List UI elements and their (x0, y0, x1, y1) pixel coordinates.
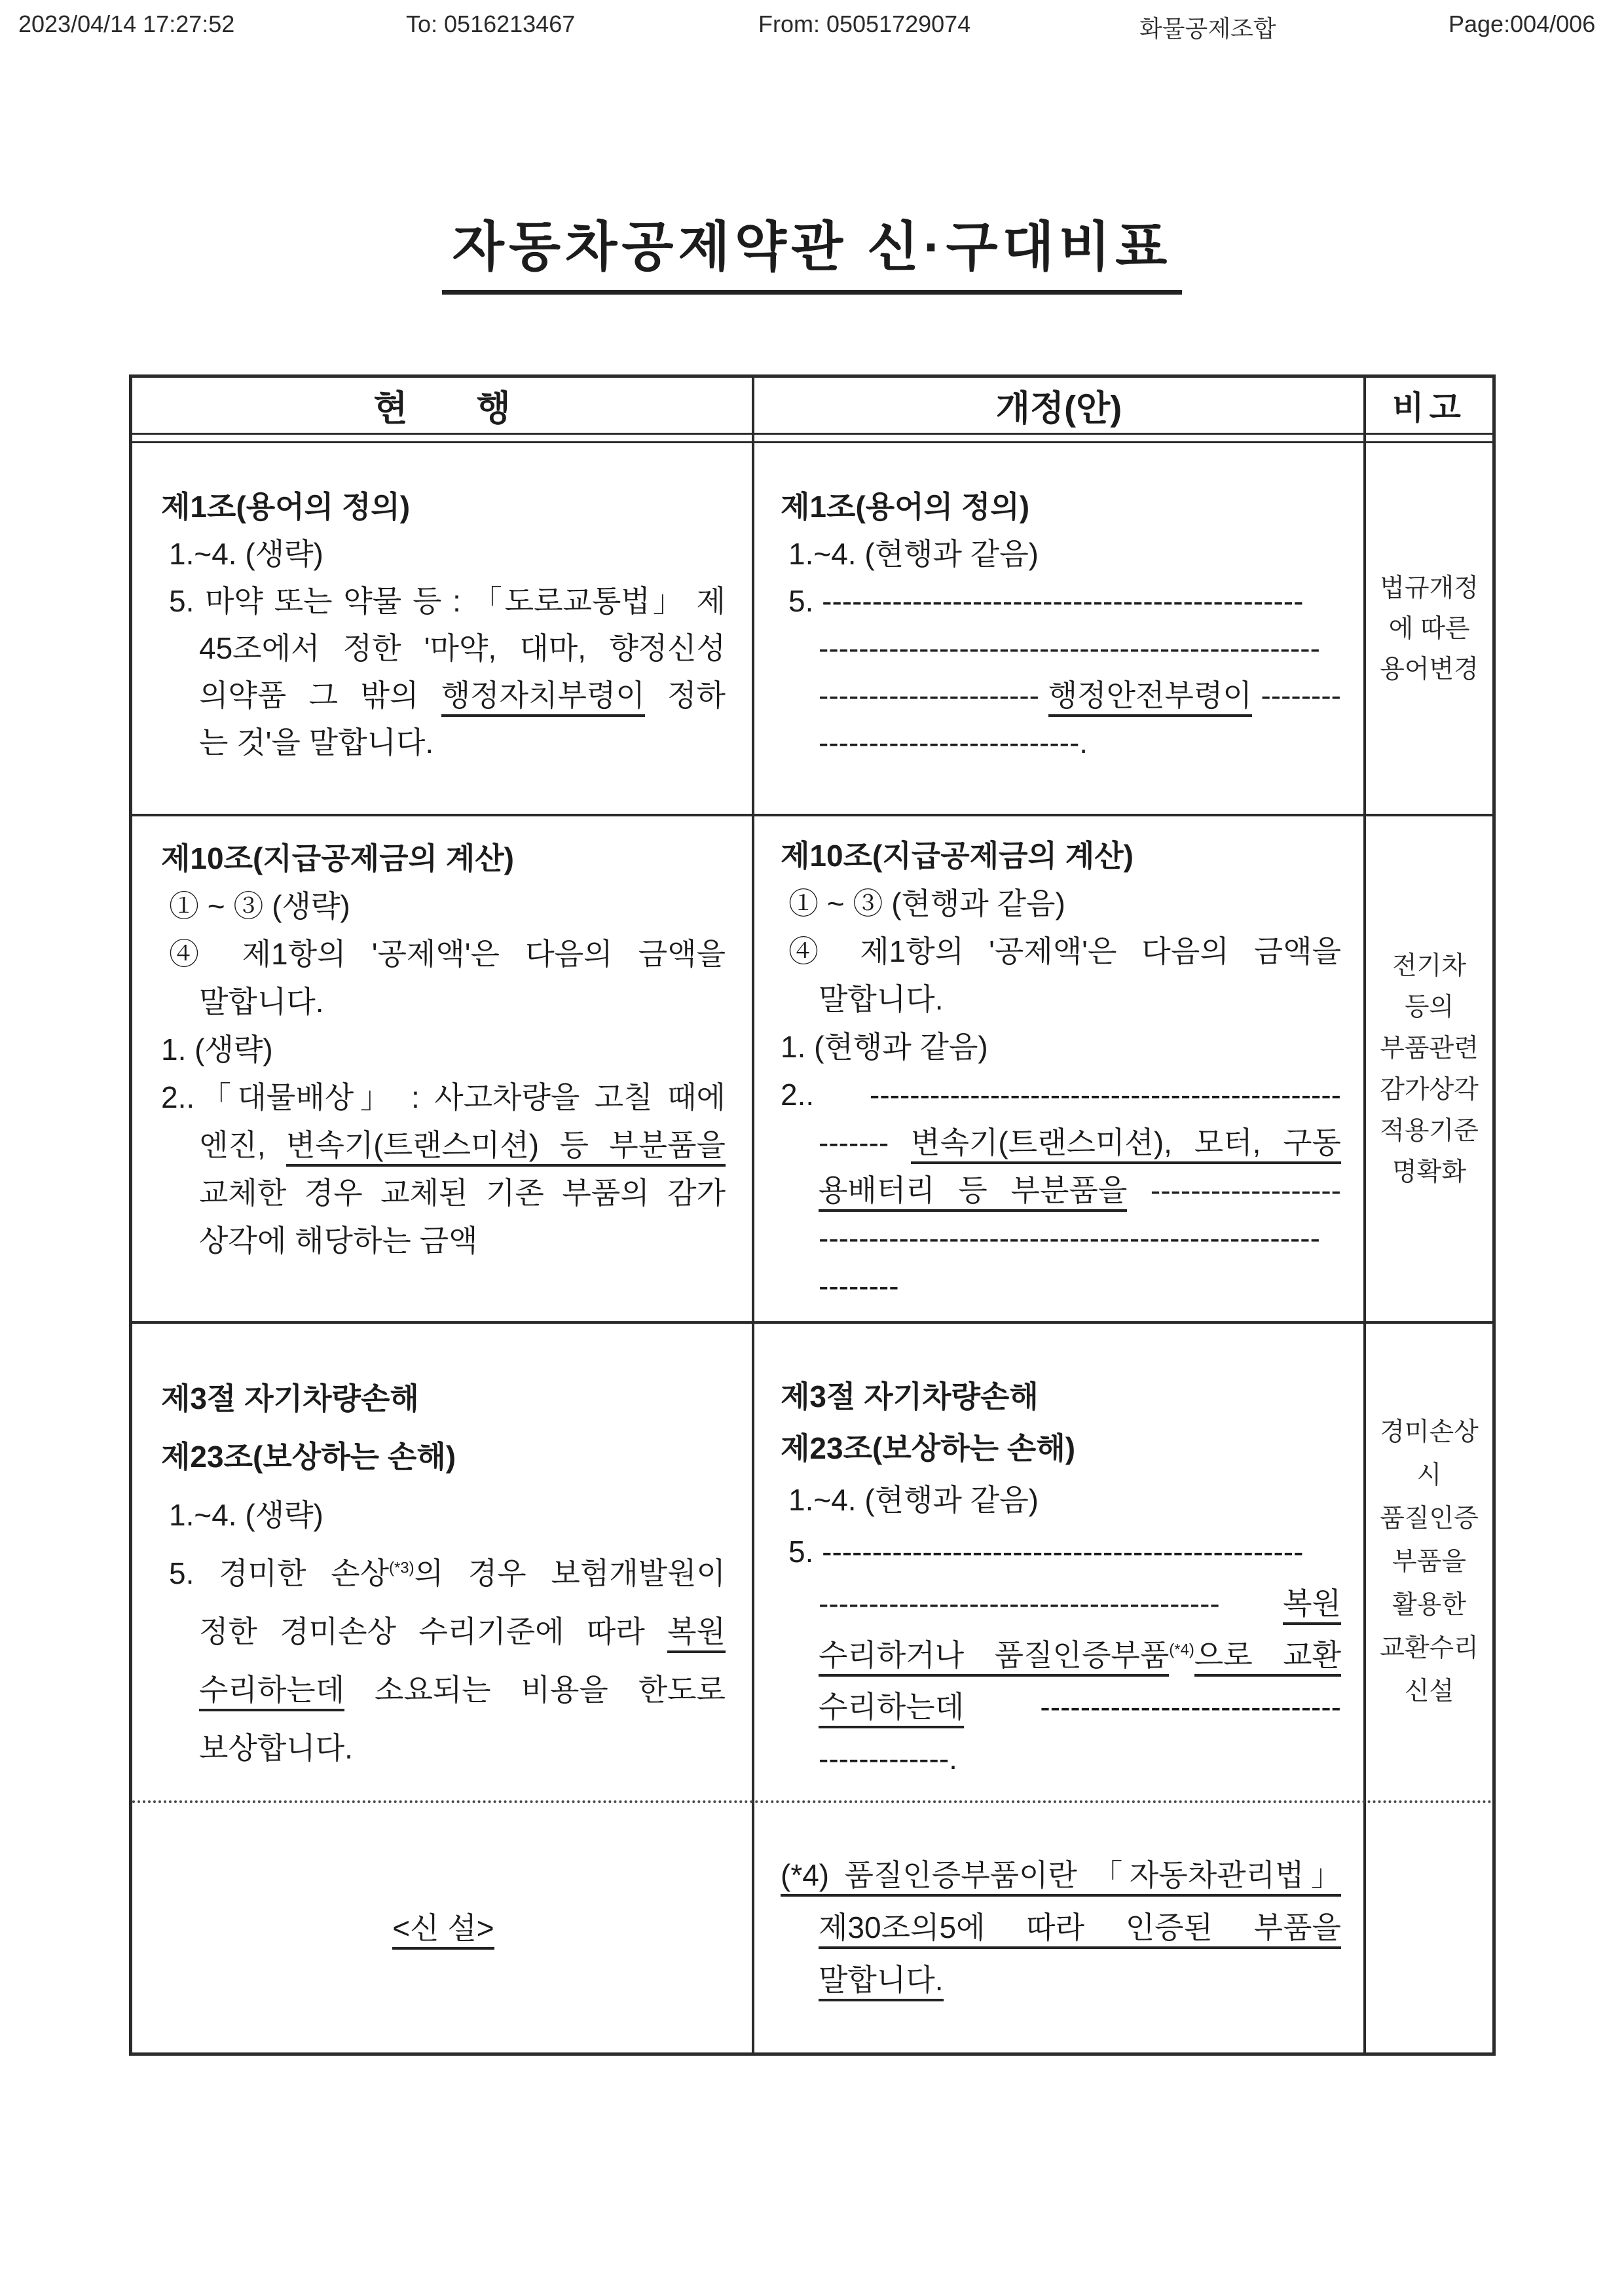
text-line: 는 것'을 말합니다. (199, 725, 434, 759)
fax-station-name: 화물공제조합 (1139, 15, 1276, 42)
text-line: 45조에서 정한 '마약, 대마, 향정신성 (199, 631, 726, 665)
text-line: 신설 (1404, 1677, 1454, 1705)
text-line: ------- 변속기(트랜스미션), 모터, 구동 (781, 1119, 1341, 1167)
header-rule-top (132, 433, 1492, 435)
col-header-remark: 비고 (1392, 390, 1466, 426)
text-line: 1. (생략) (161, 1032, 273, 1066)
page-title: 자동차공제약관 신·구대비표 (442, 204, 1183, 295)
text-line: 제3절 자기차량손해 (781, 1379, 1039, 1413)
text-line: 5. 경미한 손상$^{(*3)}$의 경우 보험개발원이 (169, 1556, 726, 1590)
text-line: 엔진, 변속기(트랜스미션) 등 부분품을 (161, 1121, 726, 1169)
comparison-table (129, 374, 1496, 2056)
text-line: 명확화 (1392, 1157, 1467, 1186)
text-line: ① ~ ③ (현행과 같음) (788, 886, 1065, 920)
text-line: 시 (1416, 1461, 1442, 1489)
text-line: 1.~4. (현행과 같음) (788, 537, 1039, 571)
row4-revised-cell (754, 1803, 1363, 2052)
fax-datetime: 2023/04/14 17:27:52 (18, 10, 235, 37)
text-line: 제3절 자기차량손해 (161, 1381, 419, 1415)
text-line: 제23조(보상하는 손해) (781, 1431, 1076, 1465)
text-line: 제10조(지급공제금의 계산) (781, 839, 1134, 873)
text-line: 제1조(용어의 정의) (781, 490, 1030, 524)
header-rule-bottom (132, 441, 1492, 443)
row3-current-cell (132, 1324, 752, 1800)
text-line: -------------------------------------------------- (819, 631, 1320, 665)
text-line: 경미손상 (1380, 1418, 1479, 1446)
col-header-revised: 개정(안) (995, 388, 1122, 428)
text-line: ① ~ ③ (생략) (169, 889, 350, 923)
text-line: 용어변경 (1380, 655, 1479, 683)
text-line: <신 설> (392, 1902, 494, 1954)
text-line: 말합니다. (781, 1954, 1341, 2006)
text-line: ---------------------- 행정안전부령이 -------- (781, 672, 1341, 719)
row3-remark-cell (1366, 1324, 1492, 1800)
text-line: 부품관련 (1380, 1034, 1479, 1063)
text-line: 감가상각 (1380, 1075, 1479, 1104)
text-line: 제23조(보상하는 손해) (161, 1440, 456, 1474)
fax-to-number: To: 0516213467 (406, 10, 576, 37)
text-line: 1. (현행과 같음) (781, 1030, 988, 1064)
text-line: 전기차 (1392, 951, 1467, 980)
text-line: 보상합니다. (199, 1731, 353, 1765)
col-header-current: 현 행 (373, 388, 511, 428)
text-line: 교체한 경우 교체된 기존 부품의 감가 (199, 1176, 726, 1210)
text-line: 법규개정 (1380, 574, 1479, 602)
text-line: 1.~4. (생략) (169, 537, 323, 571)
text-line: 제1조(용어의 정의) (161, 490, 411, 524)
text-line: -------------------------------------------------- (819, 1221, 1320, 1255)
text-line: 정한 경미손상 수리기준에 따라 복원 (161, 1603, 726, 1661)
row3-revised-cell (754, 1324, 1363, 1800)
fax-meta-header (0, 5, 1624, 45)
text-line: 용배터리 등 부분품을 ------------------- (781, 1167, 1341, 1214)
text-line: 적용기준 (1380, 1116, 1479, 1145)
text-line: 에 따른 (1388, 614, 1470, 643)
text-line: 제30조의5에 따라 인증된 부품을 (781, 1901, 1341, 1954)
text-line: 말합니다. (199, 985, 324, 1019)
row1-revised-cell (754, 444, 1363, 814)
text-line: ---------------------------------------- 복원 (781, 1578, 1341, 1630)
fax-page-counter: Page:004/006 (1449, 10, 1596, 37)
text-line: 등의 (1404, 993, 1454, 1021)
text-line: 품질인증 (1380, 1504, 1479, 1533)
text-line: -------- (819, 1269, 899, 1303)
row2-current-cell (132, 816, 752, 1321)
text-line: 5. ------------------------------------------------ (788, 584, 1304, 618)
text-line: 제10조(지급공제금의 계산) (161, 841, 514, 875)
row2-remark-cell (1366, 816, 1492, 1321)
text-line: ④ 제1항의 '공제액'은 다음의 금액을 (788, 934, 1341, 968)
text-line: 1.~4. (현행과 같음) (788, 1483, 1039, 1517)
text-line: --------------------------. (819, 725, 1088, 759)
text-line: 1.~4. (생략) (169, 1498, 323, 1532)
row4-current-cell (132, 1803, 752, 2052)
text-line: 5. ------------------------------------------------ (788, 1535, 1304, 1569)
row1-current-cell (132, 444, 752, 814)
text-line: 의약품 그 밖의 행정자치부령이 정하 (161, 672, 726, 719)
text-line: ④ 제1항의 '공제액'은 다음의 금액을 (169, 937, 726, 971)
text-line: 상각에 해당하는 금액 (199, 1224, 478, 1258)
text-line: 교환수리 (1380, 1634, 1479, 1662)
text-line: 활용한 (1392, 1591, 1467, 1619)
text-line: 말합니다. (819, 982, 944, 1016)
row2-revised-cell (754, 816, 1363, 1321)
fax-from-number: From: 05051729074 (758, 10, 971, 37)
text-line: -------------. (819, 1741, 957, 1776)
text-line: 수리하거나 품질인증부품$^{(*4)}$으로 교환 (781, 1630, 1341, 1681)
text-line: (*4) 품질인증부품이란 「자동차관리법」 (781, 1849, 1341, 1901)
text-line: 2.. ----------------------------------------------- (781, 1078, 1341, 1112)
text-line: 5. 마약 또는 약물 등 : 「도로교통법」 제 (169, 584, 726, 618)
text-line: 부품을 (1392, 1548, 1467, 1576)
text-line: 수리하는데 ------------------------------ (781, 1681, 1341, 1733)
title-area (0, 204, 1624, 295)
row1-remark-cell (1366, 444, 1492, 814)
text-line: 수리하는데 소요되는 비용을 한도로 (161, 1661, 726, 1719)
row4-remark-cell (1366, 1803, 1492, 2052)
text-line: 2..「대물배상」 : 사고차량을 고칠 때에 (161, 1080, 726, 1114)
